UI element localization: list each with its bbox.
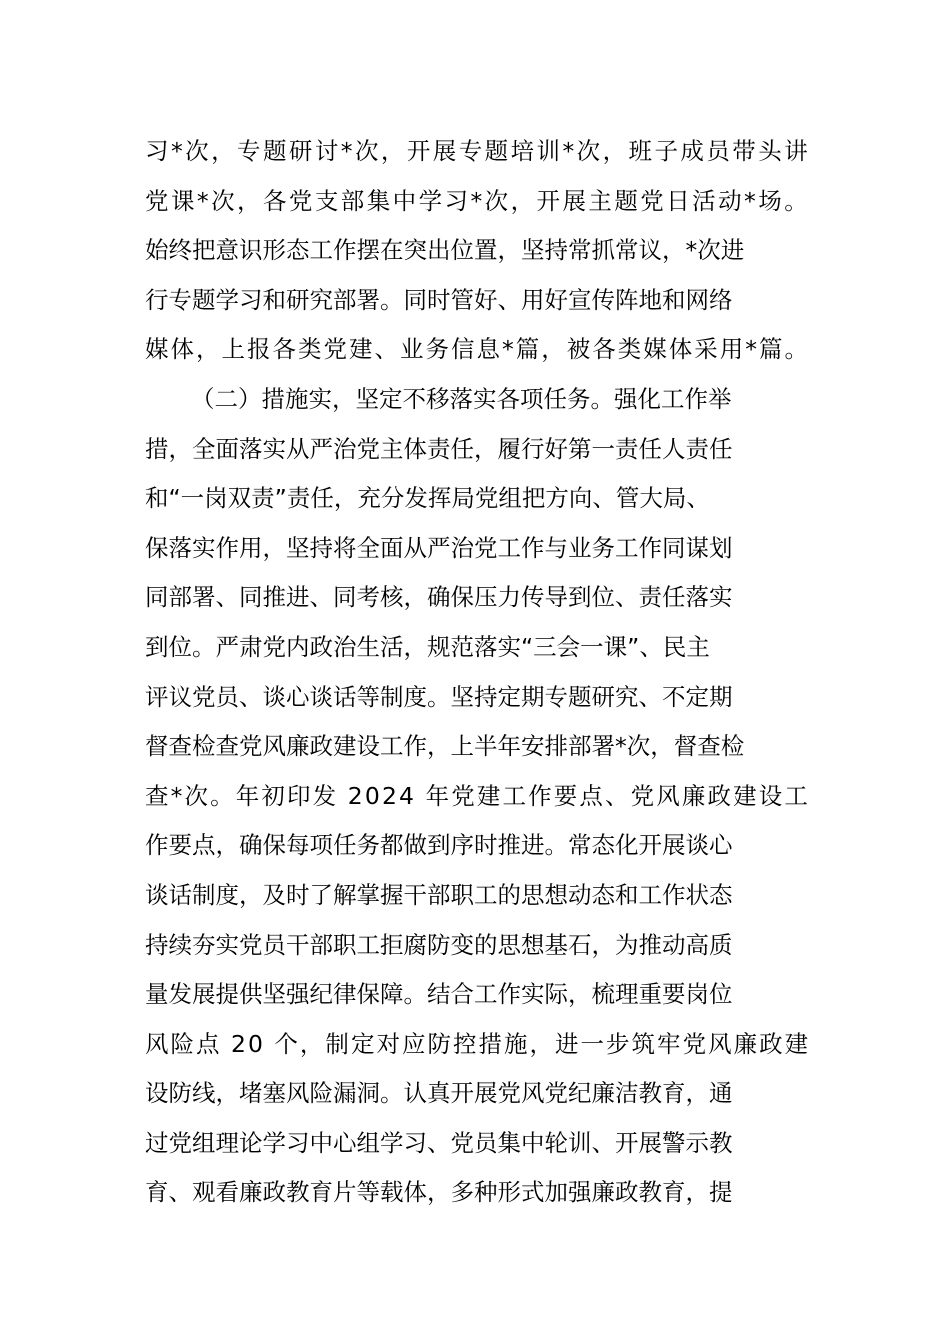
text-line: 风险点 20 个，制定对应防控措施，进一步筑牢党风廉政建 bbox=[145, 1029, 811, 1058]
text-line: 行专题学习和研究部署。同时管好、用好宣传阵地和网络 bbox=[145, 285, 733, 314]
text-line: 习*次，专题研讨*次，开展专题培训*次，班子成员带头讲 bbox=[145, 137, 811, 165]
text-line: 查*次。年初印发 2024 年党建工作要点、党风廉政建设工 bbox=[145, 781, 810, 810]
text-line: 同部署、同推进、同考核，确保压力传导到位、责任落实 bbox=[145, 583, 733, 612]
text-line: 保落实作用，坚持将全面从严治党工作与业务工作同谋划 bbox=[145, 533, 733, 562]
text-line: 量发展提供坚强纪律保障。结合工作实际，梳理重要岗位 bbox=[145, 980, 733, 1009]
text-line: 持续夯实党员干部职工拒腐防变的思想基石，为推动高质 bbox=[145, 930, 733, 959]
text-line: 到位。严肃党内政治生活，规范落实“三会一课”、民主 bbox=[145, 632, 710, 661]
text-line: 育、观看廉政教育片等载体，多种形式加强廉政教育，提 bbox=[145, 1178, 733, 1207]
text-line: 设防线，堵塞风险漏洞。认真开展党风党纪廉洁教育，通 bbox=[145, 1079, 733, 1108]
text-line: 党课*次，各党支部集中学习*次，开展主题党日活动*场。 bbox=[145, 186, 811, 215]
text-line: 谈话制度，及时了解掌握干部职工的思想动态和工作状态 bbox=[145, 880, 733, 909]
text-line: 过党组理论学习中心组学习、党员集中轮训、开展警示教 bbox=[145, 1128, 733, 1157]
text-line: （二）措施实，坚定不移落实各项任务。强化工作举 bbox=[191, 384, 732, 413]
text-line: 和“一岗双责”责任，充分发挥局党组把方向、管大局、 bbox=[145, 484, 710, 513]
text-line: 作要点，确保每项任务都做到序时推进。常态化开展谈心 bbox=[145, 831, 733, 860]
text-line: 措，全面落实从严治党主体责任，履行好第一责任人责任 bbox=[145, 434, 733, 463]
text-line: 始终把意识形态工作摆在突出位置，坚持常抓常议，*次进 bbox=[145, 236, 745, 265]
text-line: 媒体，上报各类党建、业务信息*篇，被各类媒体采用*篇。 bbox=[145, 335, 810, 364]
text-line: 评议党员、谈心谈话等制度。坚持定期专题研究、不定期 bbox=[145, 682, 733, 711]
text-line: 督查检查党风廉政建设工作，上半年安排部署*次，督查检 bbox=[145, 732, 745, 761]
body-text bbox=[145, 127, 810, 1218]
